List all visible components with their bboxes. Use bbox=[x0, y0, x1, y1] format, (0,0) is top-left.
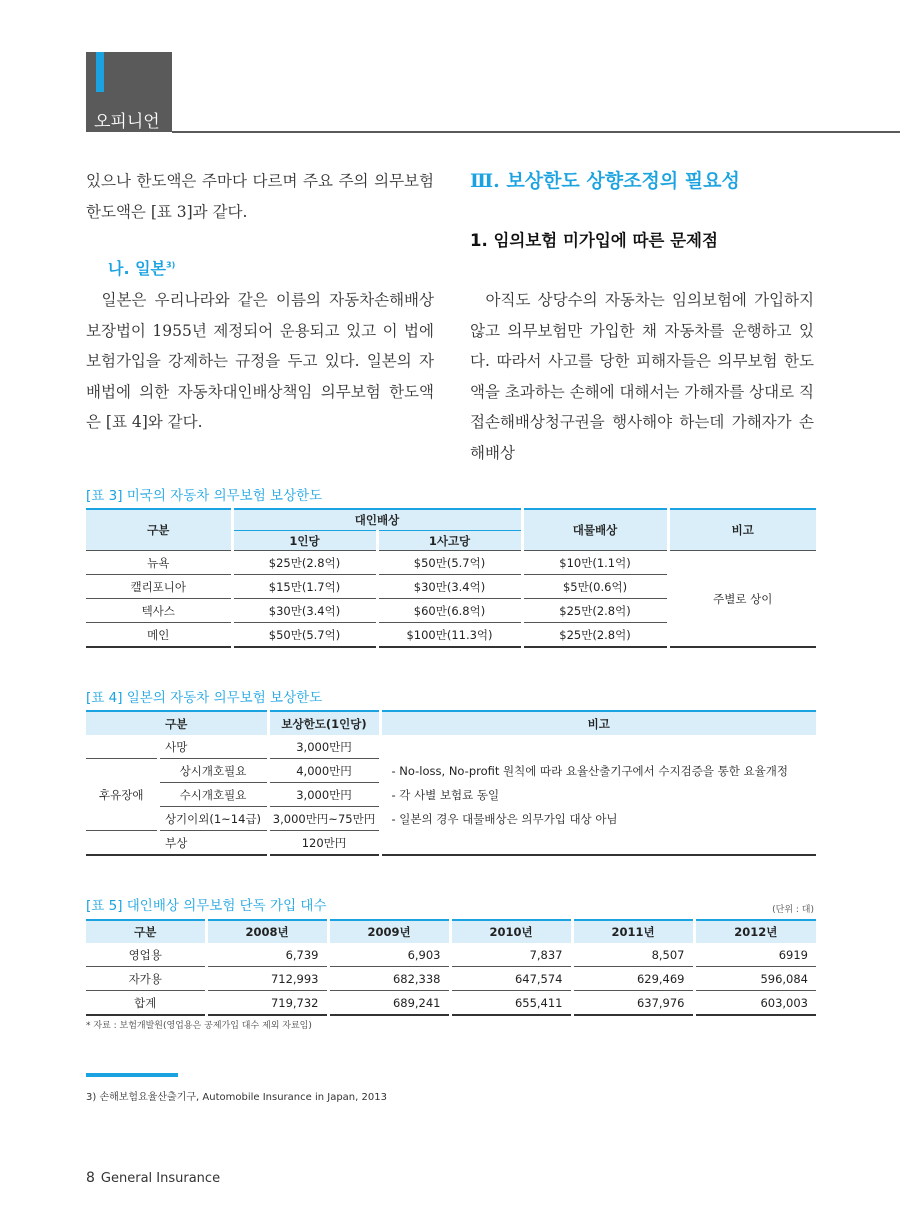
table5-cell: 719,732 bbox=[206, 991, 328, 1016]
left-para-1 bbox=[86, 166, 434, 227]
table3-caption: [표 3] 미국의 자동차 의무보험 보상한도 bbox=[86, 488, 323, 504]
table3-cell: $50만(5.7억) bbox=[377, 551, 522, 575]
table5-header: 2012년 bbox=[694, 920, 816, 943]
table3-cell: $25만(2.8억) bbox=[522, 623, 668, 648]
footnote-ref: 3) bbox=[166, 260, 176, 270]
japan-subheading-text: 나. 일본 bbox=[108, 259, 167, 278]
table-row bbox=[86, 991, 816, 1016]
table5-cell: 6919 bbox=[694, 943, 816, 967]
table3-cell: $60만(6.8억) bbox=[377, 599, 522, 623]
table3-cell: $15만(1.7억) bbox=[232, 575, 377, 599]
section-tab bbox=[86, 52, 172, 132]
table3-header-personal: 대인배상 bbox=[232, 509, 522, 531]
table3-cell: $100만(11.3억) bbox=[377, 623, 522, 648]
table5-cell: 629,469 bbox=[572, 967, 694, 991]
table3-cell: 텍사스 bbox=[86, 599, 232, 623]
section-tab-accent bbox=[96, 52, 104, 92]
section-heading: Ⅲ. 보상한도 상향조정의 필요성 bbox=[470, 170, 740, 192]
right-para bbox=[470, 285, 814, 468]
table5-cell: 637,976 bbox=[572, 991, 694, 1016]
table4-header-category: 구분 bbox=[86, 711, 268, 735]
left-para-2 bbox=[86, 285, 434, 438]
table3-header-property: 대물배상 bbox=[522, 509, 668, 551]
table4-note-line: - 각 사별 보험료 동일 bbox=[391, 787, 500, 802]
table3-header-note: 비고 bbox=[668, 509, 816, 551]
footnote-rule bbox=[86, 1073, 178, 1077]
table5-header: 구분 bbox=[86, 920, 206, 943]
table4-disability-label: 후유장애 bbox=[99, 787, 144, 802]
table5-caption: [표 5] 대인배상 의무보험 단독 가입 대수 bbox=[86, 898, 327, 914]
table4-cell: 사망 bbox=[86, 735, 268, 759]
left-para-2-text: 일본은 우리나라와 같은 이름의 자동차손해배상 보장법이 1955년 제정되어 운용되고 있고 이 법에 보험가입을 강제하는 규정을 두고 있다. 일본의 자배법에 의한 자동차대인배상책임 의무보험 한도액은 [표 4]와 같다. bbox=[86, 291, 434, 431]
table5-cell: 6,739 bbox=[206, 943, 328, 967]
right-subheading: 1. 임의보험 미가입에 따른 문제점 bbox=[470, 231, 718, 250]
table5-cell: 7,837 bbox=[450, 943, 572, 967]
table4-notes bbox=[380, 735, 816, 855]
table3-cell: $50만(5.7억) bbox=[232, 623, 377, 648]
left-para-1-text: 있으나 한도액은 주마다 다르며 주요 주의 의무보험 한도액은 [표 3]과 같다. bbox=[86, 172, 434, 221]
table5-source: * 자료 : 보험개발원(영업용은 공제가입 대수 제외 자료임) bbox=[86, 1021, 312, 1031]
table4-cell: 부상 bbox=[86, 831, 268, 856]
table4-header-note: 비고 bbox=[380, 711, 816, 735]
table4-note-line: - 일본의 경우 대물배상은 의무가입 대상 아님 bbox=[391, 811, 618, 826]
page-folio bbox=[86, 1170, 220, 1186]
table3-cell: $25만(2.8억) bbox=[232, 551, 377, 575]
table5-header: 2011년 bbox=[572, 920, 694, 943]
footnote: 3) 손해보험요율산출기구, Automobile Insurance in Japan, 2013 bbox=[86, 1092, 387, 1103]
table3-cell: $30만(3.4억) bbox=[377, 575, 522, 599]
table5-cell: 자가용 bbox=[86, 967, 206, 991]
table-row bbox=[86, 967, 816, 991]
table-row bbox=[86, 551, 816, 575]
table4-cell: 4,000만円 bbox=[268, 759, 380, 783]
table4 bbox=[86, 710, 816, 856]
table-row bbox=[86, 735, 816, 759]
table4-cell: 3,000만円 bbox=[268, 735, 380, 759]
table3-cell: $5만(0.6억) bbox=[522, 575, 668, 599]
table5 bbox=[86, 919, 816, 1016]
table4-header-limit: 보상한도(1인당) bbox=[268, 711, 380, 735]
table3-cell: 캘리포니아 bbox=[86, 575, 232, 599]
table4-cell: 3,000만円 bbox=[268, 783, 380, 807]
table4-caption: [표 4] 일본의 자동차 의무보험 보상한도 bbox=[86, 690, 323, 706]
table5-header: 2010년 bbox=[450, 920, 572, 943]
table3-note: 주별로 상이 bbox=[668, 551, 816, 648]
table3-header-category: 구분 bbox=[86, 509, 232, 551]
table4-cell: 3,000만円~75만円 bbox=[268, 807, 380, 831]
section-tab-label: 오피니언 bbox=[94, 112, 160, 132]
table5-cell: 영업용 bbox=[86, 943, 206, 967]
table5-cell: 712,993 bbox=[206, 967, 328, 991]
table3 bbox=[86, 508, 816, 648]
table5-cell: 8,507 bbox=[572, 943, 694, 967]
table4-cell: 120만円 bbox=[268, 831, 380, 856]
table5-cell: 647,574 bbox=[450, 967, 572, 991]
table5-cell: 603,003 bbox=[694, 991, 816, 1016]
table3-cell: $25만(2.8억) bbox=[522, 599, 668, 623]
table3-header-per-accident: 1사고당 bbox=[377, 531, 522, 551]
japan-subheading bbox=[108, 256, 175, 279]
table4-cell: 수시개호필요 bbox=[158, 783, 268, 807]
table5-cell: 655,411 bbox=[450, 991, 572, 1016]
table4-cell: 상기이외(1~14급) bbox=[158, 807, 268, 831]
table5-cell: 689,241 bbox=[328, 991, 450, 1016]
table3-cell: 메인 bbox=[86, 623, 232, 648]
table5-cell: 682,338 bbox=[328, 967, 450, 991]
right-para-text: 아직도 상당수의 자동차는 임의보험에 가입하지 않고 의무보험만 가입한 채 자동차를 운행하고 있다. 따라서 사고를 당한 피해자들은 의무보험 한도액을 초과하는 손해에 대해서는 가해자를 상대로 직접손해배상청구권을 행사해야 하는데 가해자가 손해배상 bbox=[470, 291, 814, 462]
table5-cell: 596,084 bbox=[694, 967, 816, 991]
table5-cell: 6,903 bbox=[328, 943, 450, 967]
table5-header: 2008년 bbox=[206, 920, 328, 943]
table3-cell: $30만(3.4억) bbox=[232, 599, 377, 623]
page-number: 8 bbox=[86, 1170, 95, 1186]
header-rule bbox=[172, 131, 900, 133]
table5-cell: 합계 bbox=[134, 995, 157, 1010]
table5-unit: (단위 : 대) bbox=[772, 905, 814, 915]
table5-header: 2009년 bbox=[328, 920, 450, 943]
table3-cell: $10만(1.1억) bbox=[522, 551, 668, 575]
table4-note-line: - No-loss, No-profit 원칙에 따라 요율산출기구에서 수지검증을 통한 요율개정 bbox=[391, 763, 788, 778]
table3-cell: 뉴욕 bbox=[86, 551, 232, 575]
publication-title: General Insurance bbox=[100, 1171, 221, 1186]
table-row bbox=[86, 943, 816, 967]
table4-cell: 상시개호필요 bbox=[158, 759, 268, 783]
table3-header-per-person: 1인당 bbox=[232, 531, 377, 551]
